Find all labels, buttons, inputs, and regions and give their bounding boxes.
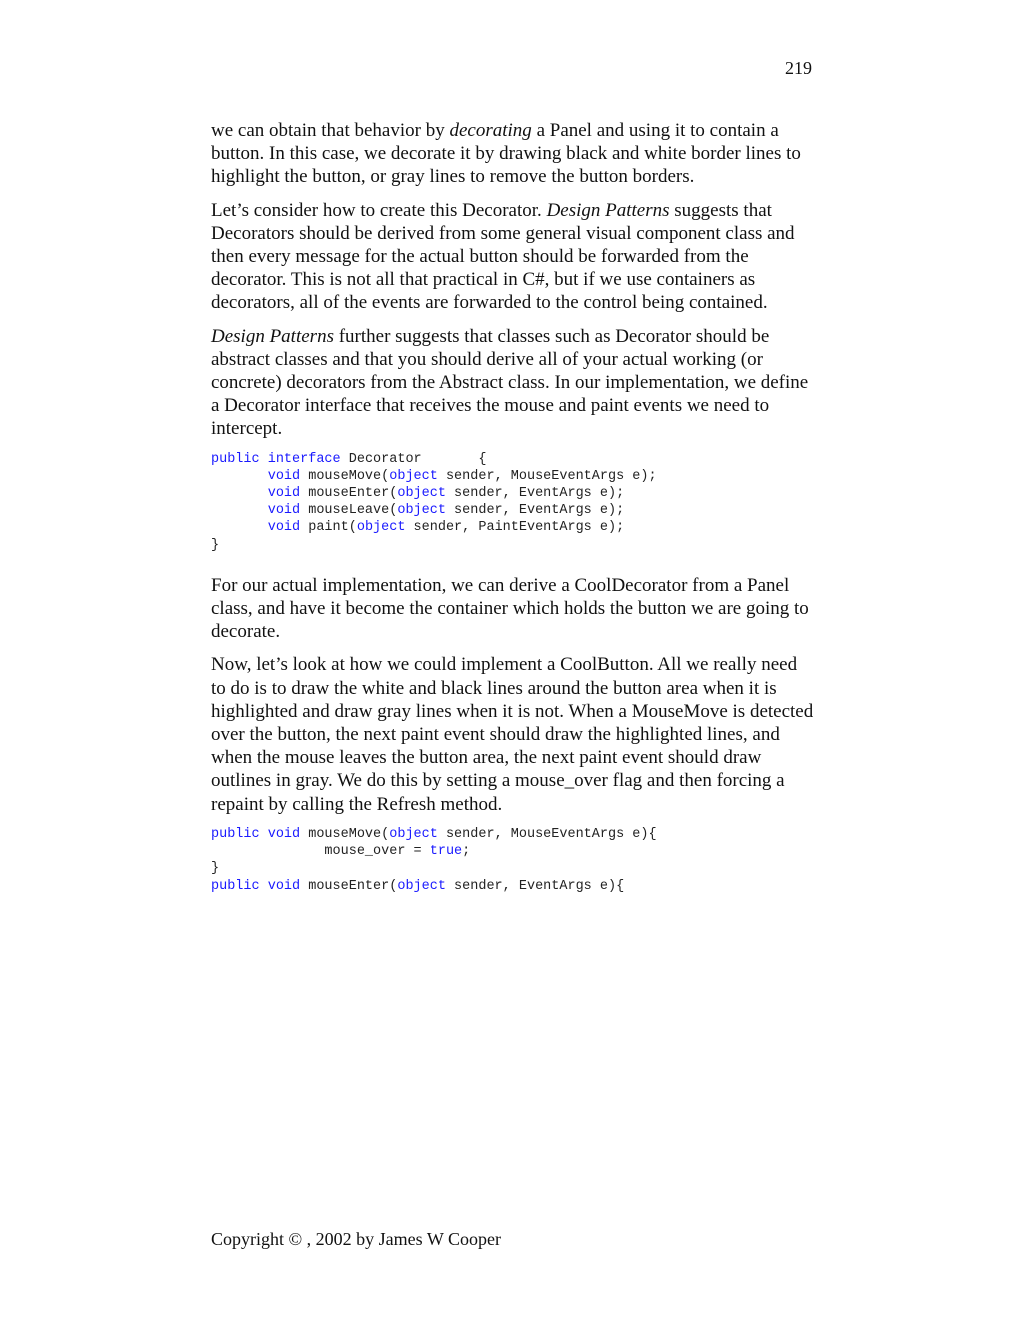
code-text: sender, EventArgs e); bbox=[445, 486, 625, 502]
code-text bbox=[260, 452, 268, 467]
paragraph bbox=[211, 325, 815, 441]
code-keyword: void bbox=[267, 878, 301, 894]
code-keyword: object bbox=[389, 468, 438, 484]
code-text: } bbox=[211, 537, 220, 553]
code-text bbox=[211, 486, 268, 501]
code-text: mouseMove( bbox=[300, 826, 390, 842]
code-keyword: object bbox=[356, 520, 406, 536]
code-keyword: object bbox=[389, 826, 438, 842]
text-run: further suggests that classes such as Decorator should be abstract classes and that you should derive all of your actual working (or concrete) decorators from the Abstract class. In our implementation, we define a Decorator interface that receives the mouse and paint events we need to intercept. bbox=[211, 325, 809, 440]
page-number: 219 bbox=[785, 58, 812, 78]
code-line bbox=[211, 469, 657, 484]
code-keyword: true bbox=[429, 844, 463, 860]
text-run: a Panel and using it to contain a button. In this case, we decorate it by drawing black and white border lines to highlight the button, or gray lines to remove the button borders. bbox=[211, 120, 801, 188]
code-text: mouseEnter( bbox=[300, 878, 398, 894]
code-text: mouseLeave( bbox=[300, 503, 398, 519]
italic-text: Design Patterns bbox=[211, 325, 334, 347]
code-block bbox=[211, 826, 815, 895]
paragraph bbox=[211, 653, 815, 815]
code-keyword: void bbox=[267, 503, 301, 519]
code-text: paint( bbox=[300, 520, 357, 536]
code-line bbox=[211, 861, 219, 876]
code-keyword: object bbox=[397, 486, 446, 502]
code-line bbox=[211, 520, 624, 535]
code-keyword: void bbox=[267, 486, 301, 502]
italic-text: Design Patterns bbox=[546, 199, 670, 221]
paragraph bbox=[211, 199, 815, 315]
code-keyword: public bbox=[211, 451, 260, 467]
code-text: mouseMove( bbox=[300, 468, 390, 484]
paragraph bbox=[211, 574, 815, 644]
code-line bbox=[211, 486, 624, 501]
code-line bbox=[211, 452, 486, 467]
code-text: Decorator { bbox=[340, 451, 487, 467]
italic-text: decorating bbox=[449, 120, 532, 141]
code-text: sender, MouseEventArgs e); bbox=[437, 468, 657, 484]
code-text: sender, PaintEventArgs e); bbox=[405, 520, 625, 536]
code-keyword: object bbox=[397, 503, 446, 519]
text-run: Let’s consider how to create this Decorator. bbox=[211, 199, 547, 221]
code-text: mouse_over = bbox=[211, 844, 430, 860]
copyright-footer: Copyright © , 2002 by James W Cooper bbox=[211, 1229, 501, 1249]
code-line bbox=[211, 503, 624, 518]
code-line bbox=[211, 844, 470, 859]
paragraph bbox=[211, 119, 815, 189]
code-keyword: void bbox=[267, 468, 301, 484]
text-run: we can obtain that behavior by bbox=[211, 120, 450, 141]
text-run: Now, let’s look at how we could implement a CoolButton. All we really need to do is to draw the white and black lines around the button area when it is highlighted and draw gray lines when it is not. When a MouseMove is detected over the button, the next paint event should draw the highlighted lines, and when the mouse leaves the button area, the next paint event should draw outlines in gray. We do this by setting a mouse_over flag and then forcing a repaint by calling the Refresh method. bbox=[211, 654, 814, 815]
text-run: suggests that Decorators should be derived from some general visual component class and then every message for the actual button should be forwarded from the decorator. This is not all that practical in C#, but if we use containers as decorators, all of the events are forwarded to the control being contained. bbox=[211, 199, 795, 314]
code-text bbox=[260, 879, 268, 894]
code-text bbox=[211, 520, 268, 535]
code-keyword: public bbox=[211, 878, 260, 894]
text-run: For our actual implementation, we can derive a CoolDecorator from a Panel class, and have it become the container which holds the button we are going to decorate. bbox=[211, 574, 809, 643]
code-text: } bbox=[211, 861, 220, 877]
code-keyword: interface bbox=[267, 451, 341, 467]
code-line bbox=[211, 827, 657, 842]
code-text: ; bbox=[462, 844, 471, 860]
code-text bbox=[260, 827, 268, 842]
code-keyword: void bbox=[267, 520, 301, 536]
code-line bbox=[211, 879, 624, 894]
code-keyword: object bbox=[397, 878, 446, 894]
code-keyword: void bbox=[267, 826, 301, 842]
code-text: sender, MouseEventArgs e){ bbox=[437, 826, 657, 842]
code-text: sender, EventArgs e); bbox=[445, 503, 625, 519]
code-text bbox=[211, 503, 268, 518]
code-block bbox=[211, 451, 815, 554]
code-text: mouseEnter( bbox=[300, 486, 398, 502]
code-keyword: public bbox=[211, 826, 260, 842]
code-text: sender, EventArgs e){ bbox=[445, 878, 625, 894]
page-body bbox=[211, 119, 815, 915]
code-line bbox=[211, 538, 219, 553]
code-text bbox=[211, 469, 268, 484]
